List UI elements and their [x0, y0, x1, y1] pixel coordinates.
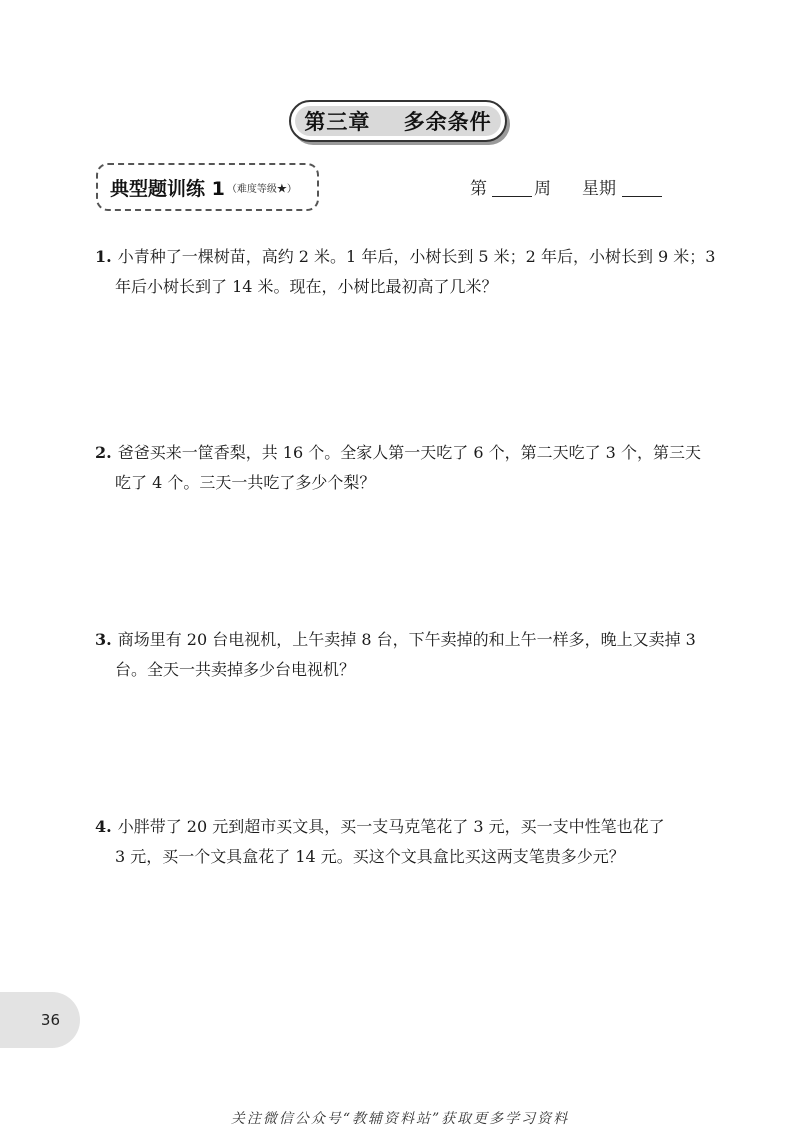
question-text: 小胖带了 20 元到超市买文具，买一支马克笔花了 3 元，买一支中性笔也花了	[117, 817, 665, 836]
difficulty-label: （难度等级★）	[226, 183, 297, 195]
day-blank[interactable]	[622, 196, 662, 197]
question-line	[95, 438, 715, 468]
question-4	[95, 812, 715, 872]
chapter-title: 第三章 多余条件	[304, 110, 492, 134]
question-line	[95, 812, 715, 842]
page-number: 36	[40, 1011, 60, 1029]
question-line	[95, 242, 715, 272]
section-title: 典型题训练 1	[110, 177, 225, 200]
question-number: 3.	[95, 630, 112, 649]
question-text: 商场里有 20 台电视机，上午卖掉 8 台，下午卖掉的和上午一样多，晚上又卖掉 3	[117, 630, 696, 649]
question-text: 小青种了一棵树苗，高约 2 米。1 年后，小树长到 5 米；2 年后，小树长到 9 米；3	[117, 247, 716, 266]
question-text: 3 元，买一个文具盒花了 14 元。买这个文具盒比买这两支笔贵多少元？	[115, 847, 625, 866]
question-text: 年后小树长到了 14 米。现在，小树比最初高了几米？	[115, 277, 498, 296]
question-3	[95, 625, 715, 685]
footer-watermark: 关注微信公众号“教辅资料站”获取更多学习资料	[230, 1111, 570, 1127]
question-2	[95, 438, 715, 498]
question-text: 爸爸买来一筐香梨，共 16 个。全家人第一天吃了 6 个，第二天吃了 3 个，第三天	[117, 443, 701, 462]
week-blank[interactable]	[492, 196, 532, 197]
question-number: 2.	[95, 443, 112, 462]
week-prefix: 第	[470, 179, 487, 199]
question-number: 4.	[95, 817, 112, 836]
date-fields	[470, 174, 670, 202]
question-1	[95, 242, 715, 302]
chapter-banner	[289, 100, 507, 142]
question-line	[95, 625, 715, 655]
day-label: 星期	[582, 179, 616, 199]
section-tag	[96, 163, 319, 211]
question-text: 吃了 4 个。三天一共吃了多少个梨？	[115, 473, 376, 492]
question-number: 1.	[95, 247, 112, 266]
week-suffix: 周	[534, 179, 551, 199]
chapter-banner-inner	[295, 106, 501, 136]
page-number-tab	[0, 992, 80, 1048]
question-text: 台。全天一共卖掉多少台电视机？	[115, 660, 356, 679]
